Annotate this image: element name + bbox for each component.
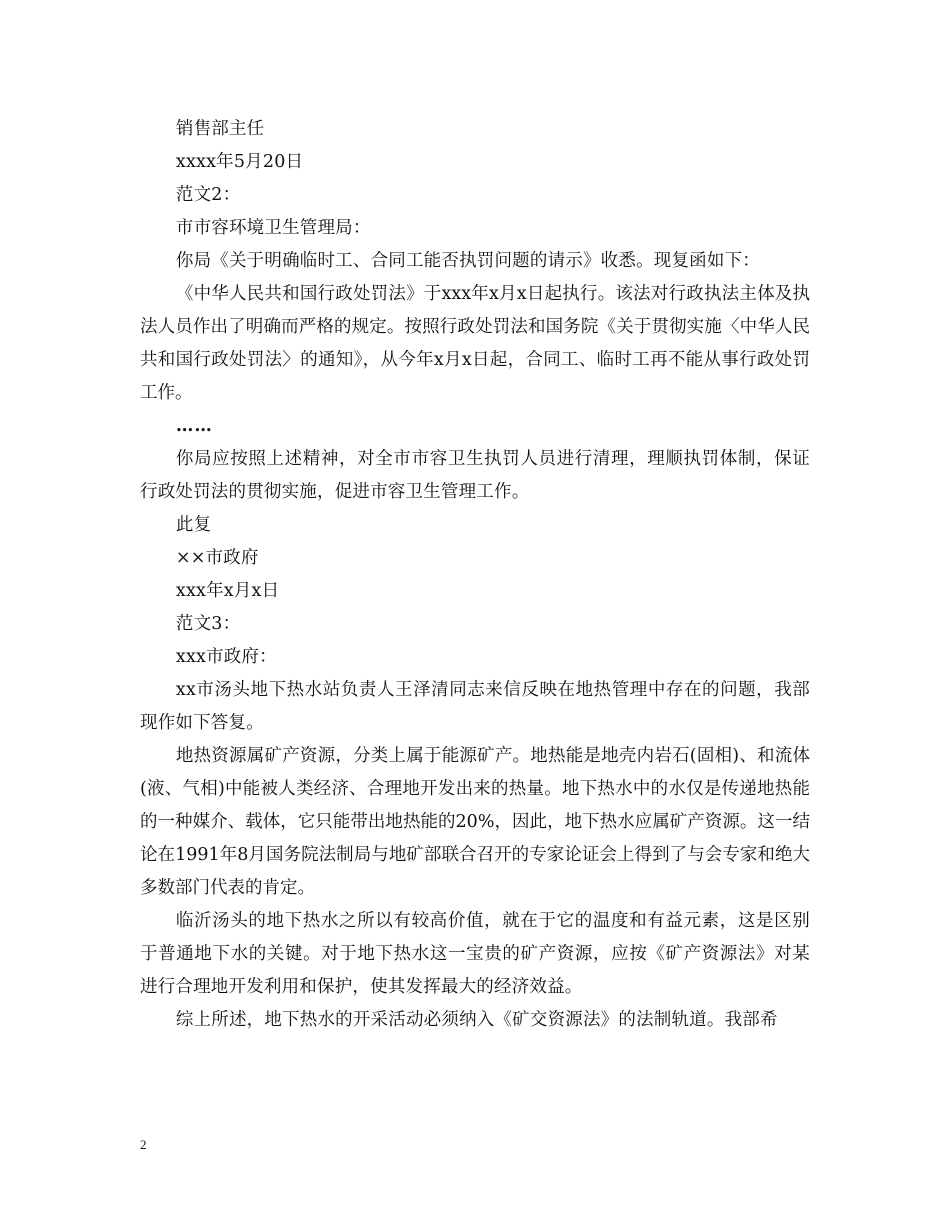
page-number: 2 bbox=[140, 1137, 147, 1152]
sample-heading-3: 范文3： bbox=[175, 614, 241, 634]
signature-date: xxxx年5月20日 bbox=[175, 152, 304, 172]
body-paragraph: 综上所述，地下热水的开采活动必须纳入《矿交资源法》的法制轨道。我部希 bbox=[175, 1010, 778, 1030]
recipient-2: 市市容环境卫生管理局： bbox=[175, 218, 371, 238]
body-paragraph: 你局应按照上述精神，对全市市容卫生执罚人员进行清理，理顺执罚体制，保证行政处罚法的贯彻实施，促进市容卫生管理工作。 bbox=[140, 449, 810, 502]
ellipsis: …… bbox=[175, 416, 213, 436]
signature-organization: ××市政府 bbox=[175, 548, 259, 568]
signature-date: xxx年x月x日 bbox=[175, 581, 280, 601]
body-paragraph: xx市汤头地下热水站负责人王泽清同志来信反映在地热管理中存在的问题，我部现作如下答复。 bbox=[140, 680, 810, 733]
document-body bbox=[140, 113, 810, 1037]
sample-heading-2: 范文2： bbox=[175, 185, 241, 205]
signature-title: 销售部主任 bbox=[175, 119, 265, 139]
body-paragraph: 临沂汤头的地下热水之所以有较高价值，就在于它的温度和有益元素，这是区别于普通地下水的关键。对于地下热水这一宝贵的矿产资源，应按《矿产资源法》对某进行合理地开发利用和保护，使其发挥最大的经济效益。 bbox=[140, 911, 810, 997]
body-paragraph: 《中华人民共和国行政处罚法》于xxx年x月x日起执行。该法对行政执法主体及执法人员作出了明确而严格的规定。按照行政处罚法和国务院《关于贯彻实施〈中华人民共和国行政处罚法〉的通知》，从今年x月x日起，合同工、临时工再不能从事行政处罚工作。 bbox=[140, 284, 810, 403]
body-paragraph: 地热资源属矿产资源，分类上属于能源矿产。地热能是地壳内岩石(固相)、和流体(液、气相)中能被人类经济、合理地开发出来的热量。地下热水中的水仅是传递地热能的一种媒介、载体，它只能带出地热能的20%，因此，地下热水应属矿产资源。这一结论在1991年8月国务院法制局与地矿部联合召开的专家论证会上得到了与会专家和绝大多数部门代表的肯定。 bbox=[140, 746, 810, 898]
closing-phrase: 此复 bbox=[175, 515, 212, 535]
body-paragraph: 你局《关于明确临时工、合同工能否执罚问题的请示》收悉。现复函如下： bbox=[175, 251, 760, 271]
recipient-3: xxx市政府： bbox=[175, 647, 277, 667]
